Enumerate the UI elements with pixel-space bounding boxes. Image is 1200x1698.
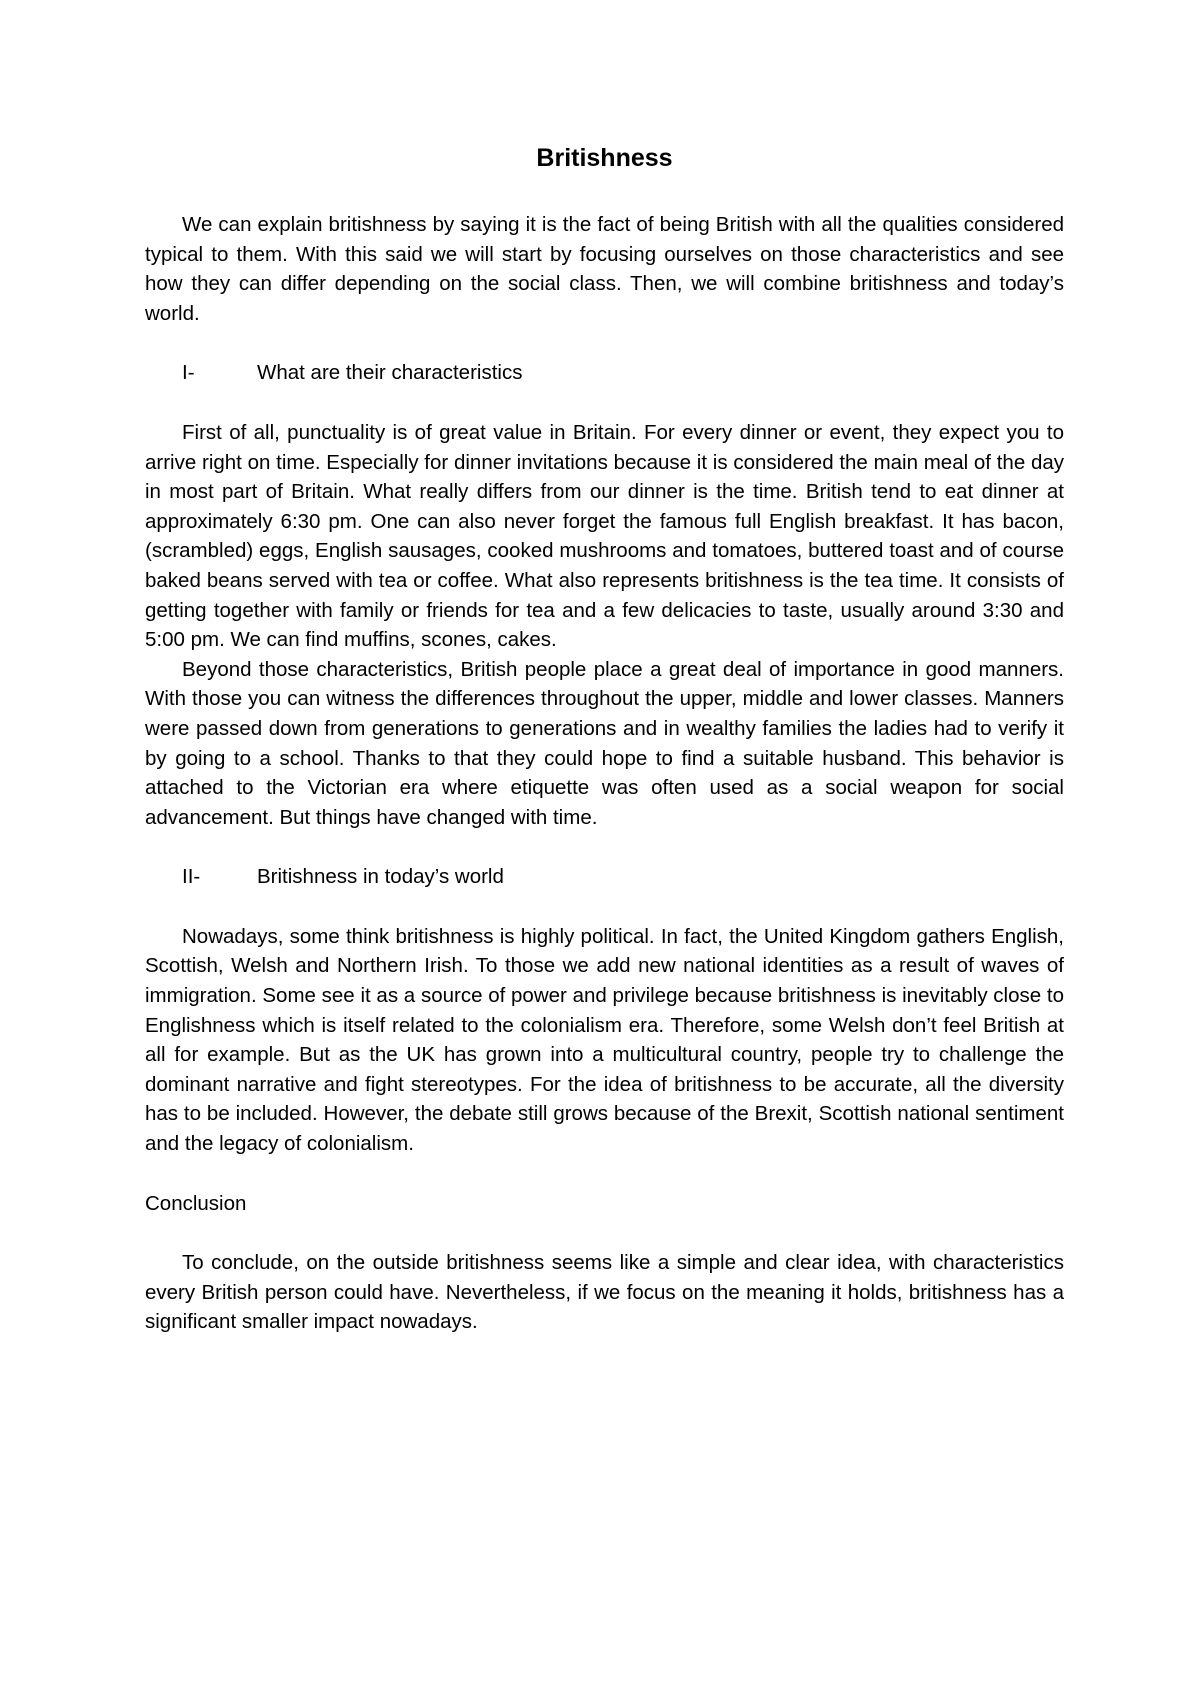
section-number: II- [182,865,201,889]
section-heading-1 [145,358,1064,388]
conclusion-title: Conclusion [145,1191,247,1215]
section-title: Britishness in today’s world [257,865,504,889]
section1-paragraph-2: Beyond those characteristics, British people place a great deal of importance in good manners. With those you can witness the differences throughout the upper, middle and lower classes. Manners were passed down from generations to generations and in wealthy families the ladies had to verify it by going to a school. Thanks to that they could hope to find a suitable husband. This behavior is attached to the Victorian era where etiquette was often used as a social weapon for social advancement. But things have changed with time. [145,657,1064,829]
document-title: Britishness [536,144,673,172]
section-number: I- [182,361,195,385]
section-heading-2 [145,862,1064,892]
intro-paragraph: We can explain britishness by saying it is the fact of being British with all the qualities considered typical to them. With this said we will start by focusing ourselves on those characteristics and see how they can differ depending on the social class. Then, we will combine britishness and today’s world. [145,213,1064,325]
section-title: What are their characteristics [257,361,523,385]
section2-paragraph-1: Nowadays, some think britishness is highly political. In fact, the United Kingdom gathers English, Scottish, Welsh and Northern Irish. To those we add new national identities as a result of waves of immigration. Some see it as a source of power and privilege because britishness is inevitably close to Englishness which is itself related to the colonialism era. Therefore, some Welsh don’t feel British at all for example. But as the UK has grown into a multicultural country, people try to challenge the dominant narrative and fight stereotypes. For the idea of britishness to be accurate, all the diversity has to be included. However, the debate still grows because of the Brexit, Scottish national sentiment and the legacy of colonialism. [145,924,1064,1156]
section1-paragraph-1: First of all, punctuality is of great value in Britain. For every dinner or event, they expect you to arrive right on time. Especially for dinner invitations because it is considered the main meal of the day in most part of Britain. What really differs from our dinner is the time. British tend to eat dinner at approximately 6:30 pm. One can also never forget the famous full English breakfast. It has bacon, (scrambled) eggs, English sausages, cooked mushrooms and tomatoes, buttered toast and of course baked beans served with tea or coffee. What also represents britishness is the tea time. It consists of getting together with family or friends for tea and a few delicacies to taste, usually around 3:30 and 5:00 pm. We can find muffins, scones, cakes. [145,420,1064,652]
conclusion-heading [145,1189,1064,1219]
conclusion-paragraph: To conclude, on the outside britishness seems like a simple and clear idea, with characteristics every British person could have. Nevertheless, if we focus on the meaning it holds, britishness has a significant smaller impact nowadays. [145,1251,1064,1334]
